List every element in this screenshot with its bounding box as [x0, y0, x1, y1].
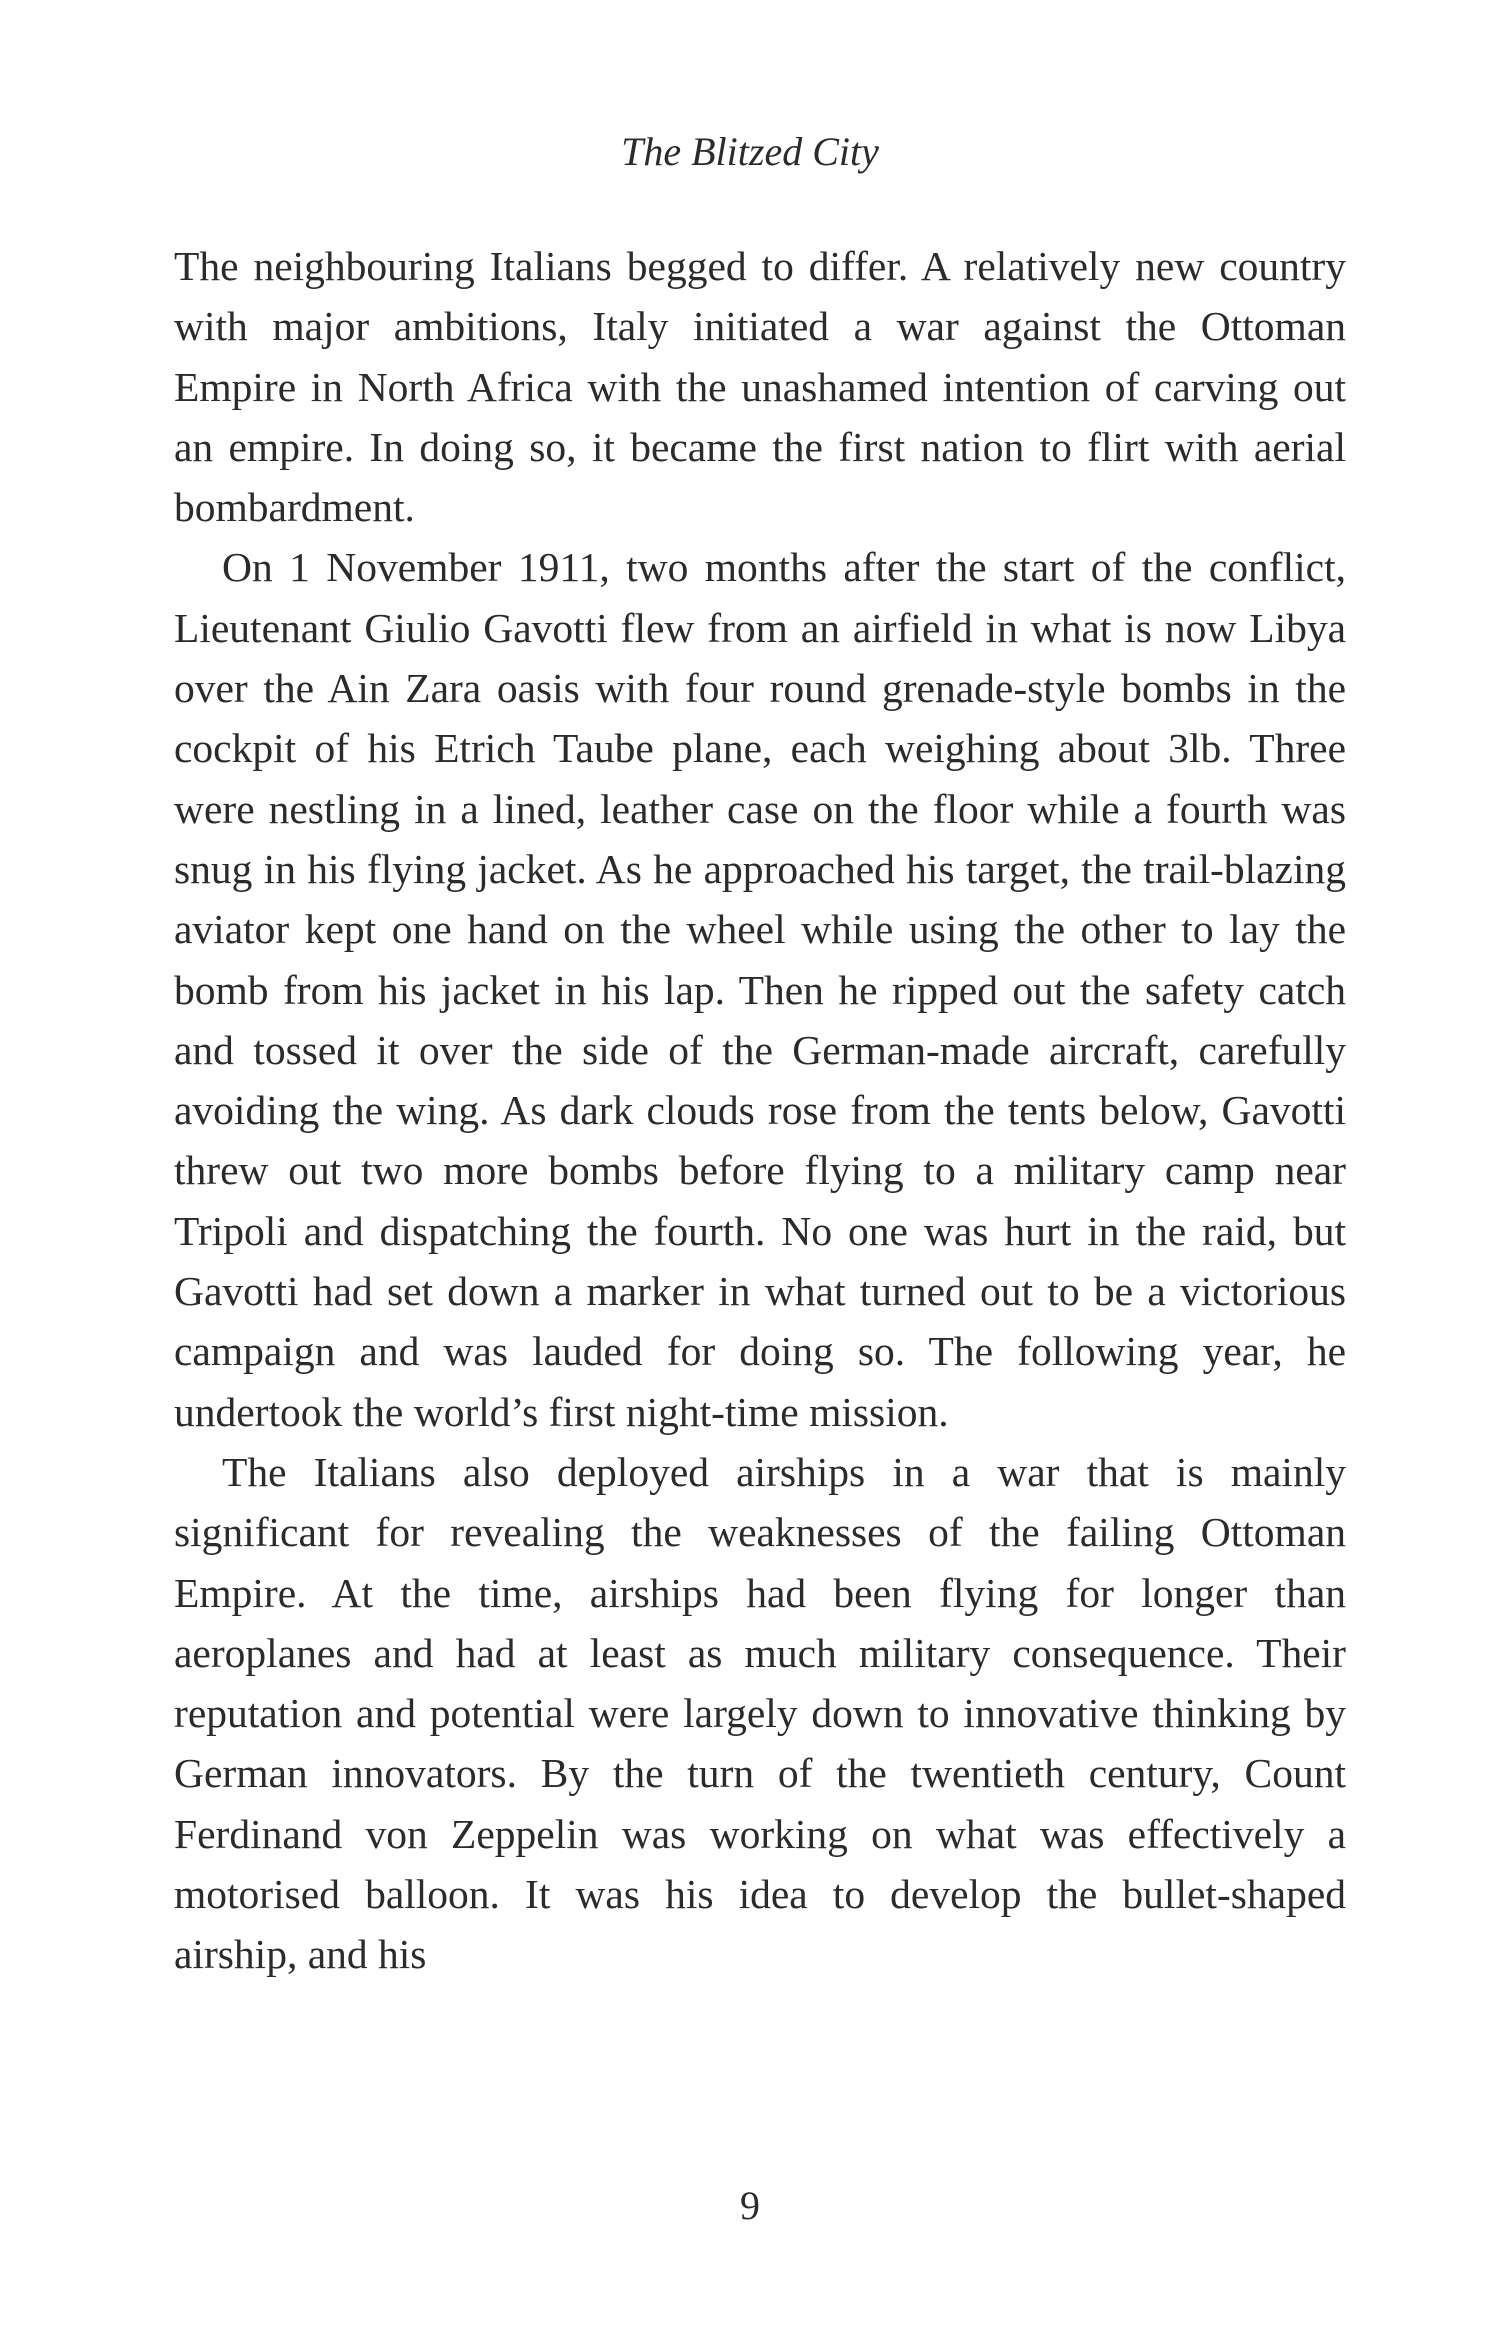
page-number: 9: [740, 2183, 760, 2228]
paragraph-3: The Italians also deployed airships in a war that is mainly significant for revealing the weaknesses of the failing Ottoman Empire. At the time, airships had been flying for longer than aeroplanes and had at least as much military consequence. Their reputation and potential were largely down to innovative thinking by German innovators. By the turn of the twentieth century, Count Ferdinand von Zeppelin was working on what was effectively a motorised balloon. It was his idea to develop the bullet-shaped airship, and his: [174, 1448, 1346, 1978]
body-text: [174, 236, 1346, 1985]
running-head: The Blitzed City: [621, 129, 879, 174]
paragraph-1: The neighbouring Italians begged to differ. A relatively new country with major ambitions, Italy initiated a war against the Ottoman Empire in North Africa with the unashamed intention of carving out an empire. In doing so, it became the first nation to flirt with aerial bombardment.: [174, 243, 1346, 531]
paragraph-2: On 1 November 1911, two months after the start of the conflict, Lieutenant Giulio Gavotti flew from an airfield in what is now Libya over the Ain Zara oasis with four round grenade-style bombs in the cockpit of his Etrich Taube plane, each weighing about 3lb. Three were nestling in a lined, leather case on the floor while a fourth was snug in his flying jacket. As he approached his target, the trail-blazing aviator kept one hand on the wheel while using the other to lay the bomb from his jacket in his lap. Then he ripped out the safety catch and tossed it over the side of the German-made aircraft, carefully avoiding the wing. As dark clouds rose from the tents below, Gavotti threw out two more bombs before flying to a military camp near Tripoli and dispatching the fourth. No one was hurt in the raid, but Gavotti had set down a marker in what turned out to be a victorious campaign and was lauded for doing so. The following year, he undertook the world’s first night-time mission.: [174, 544, 1346, 1435]
